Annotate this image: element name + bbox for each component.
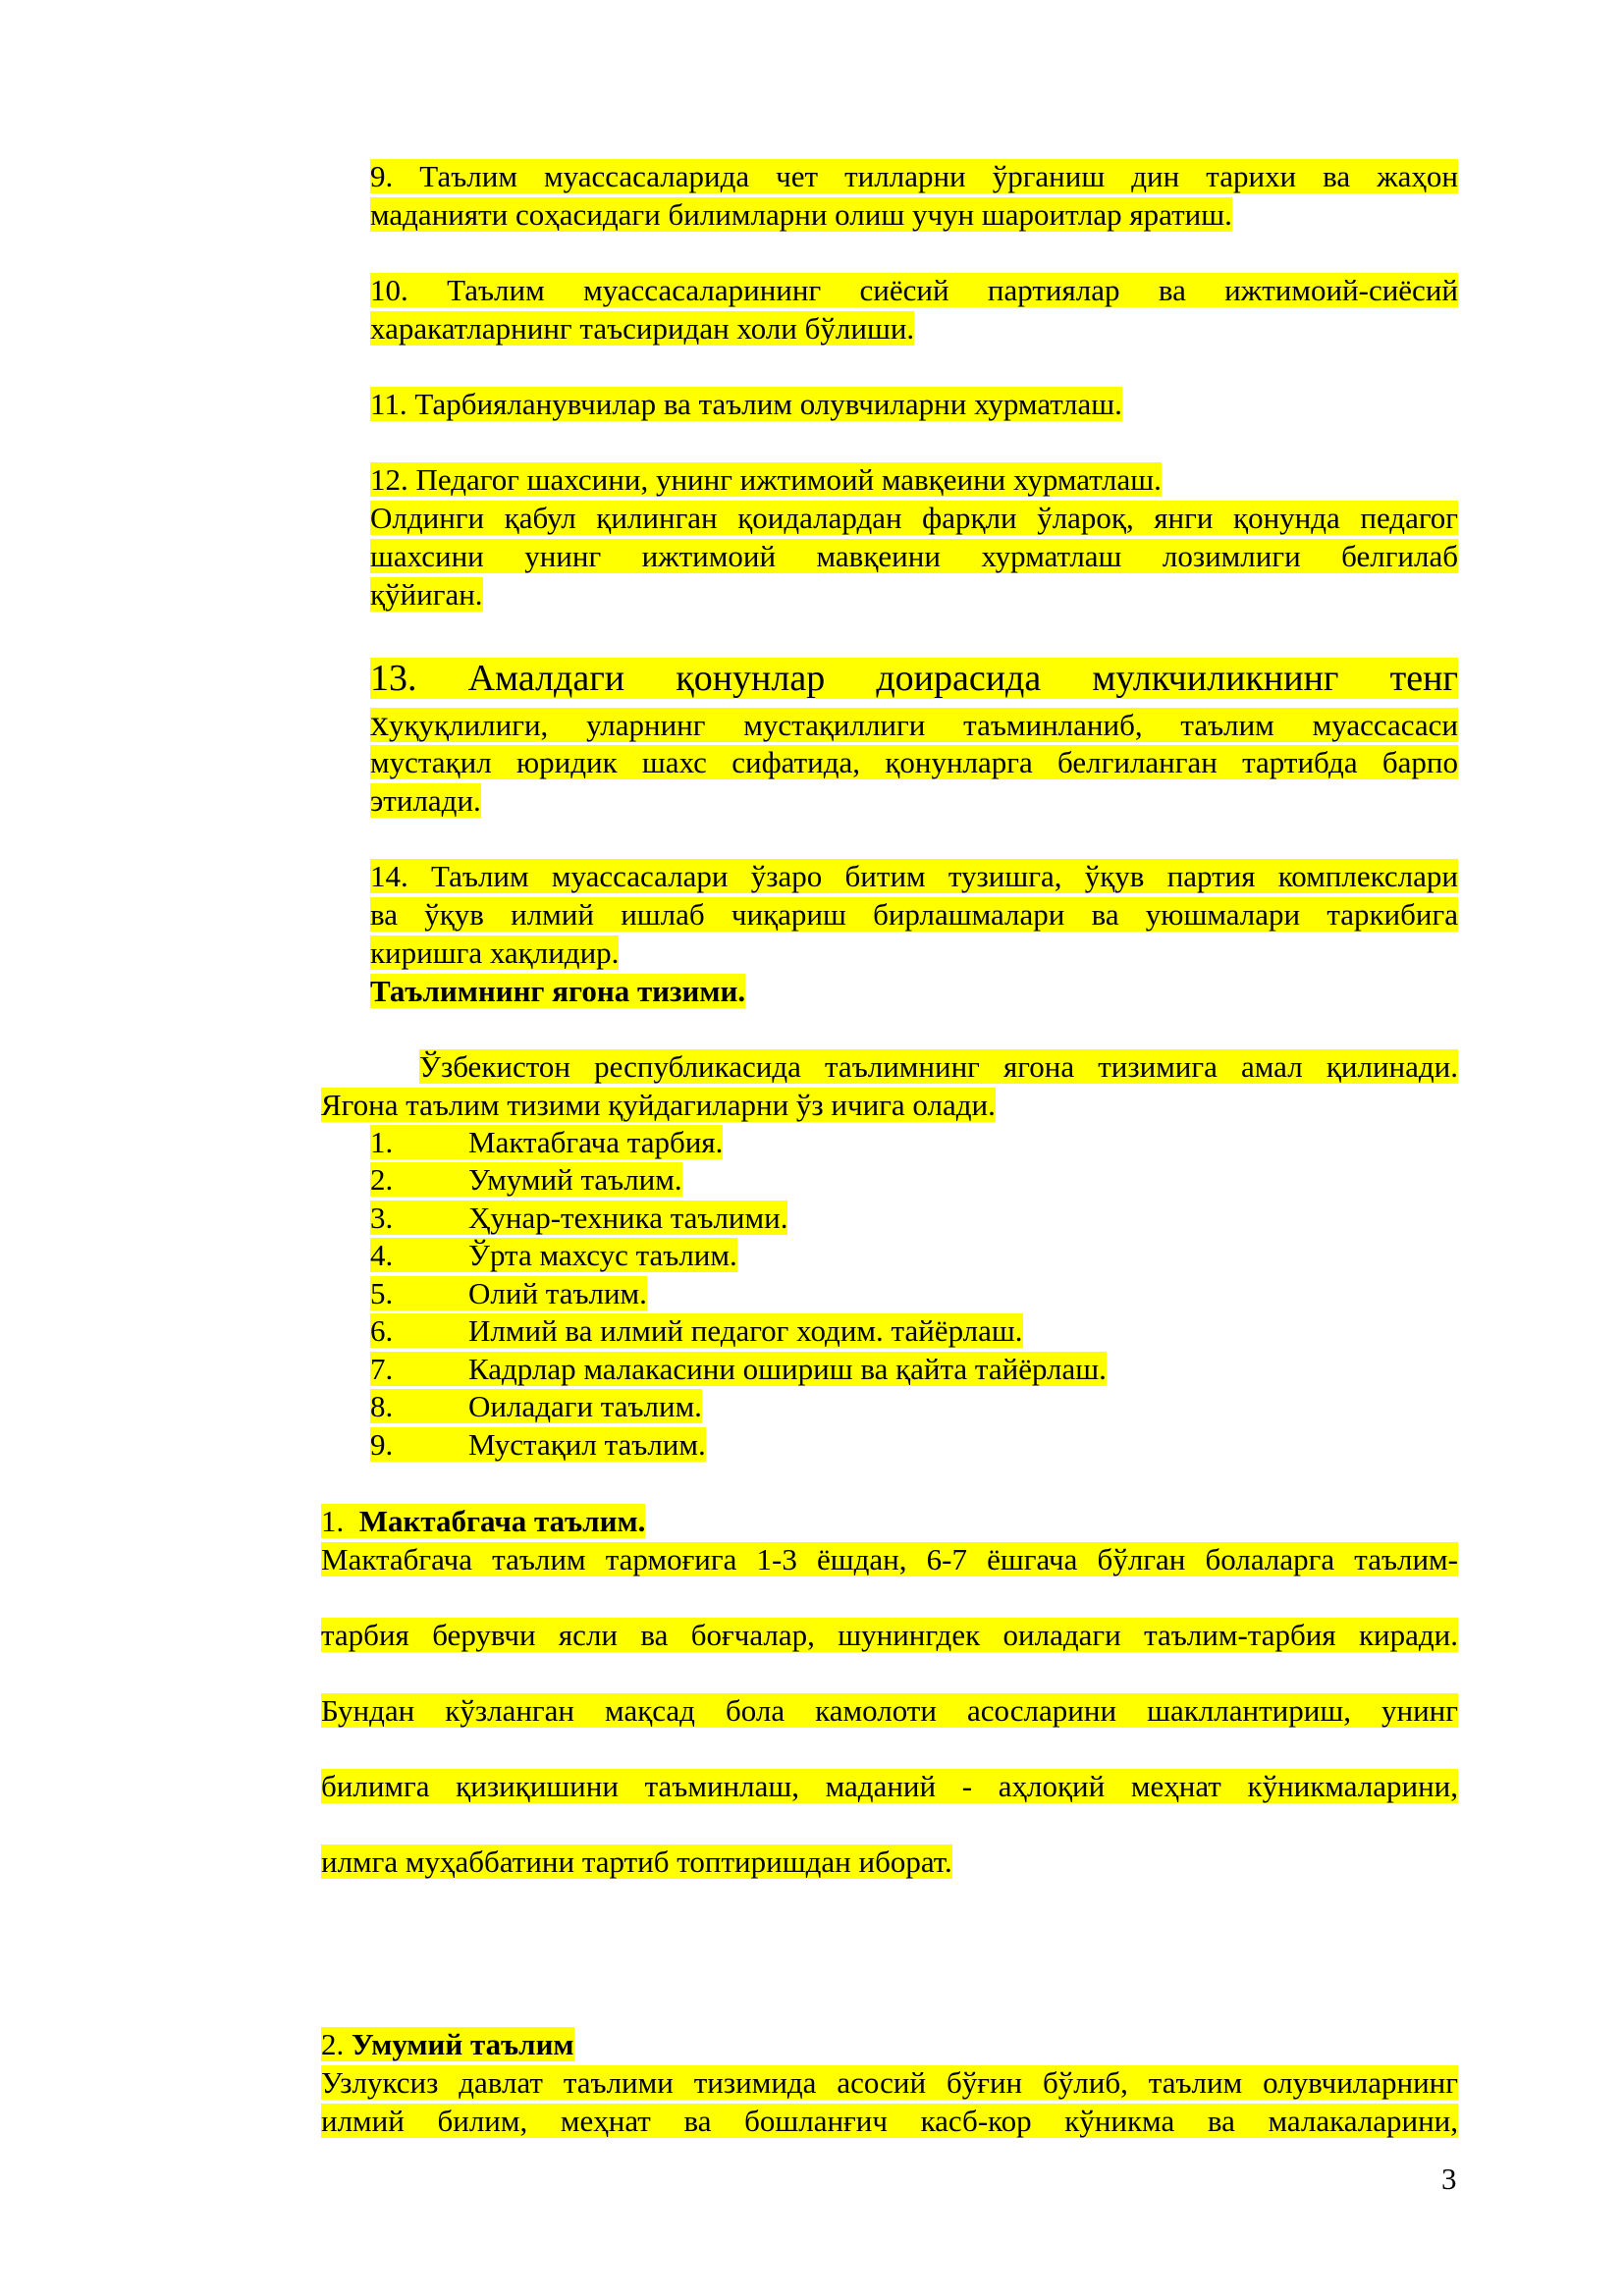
paragraph-9-line-2: маданияти соҳасидаги билимларни олиш учун шароитлар яратиш. bbox=[370, 197, 1232, 232]
list-item: 9. Мустақил таълим. bbox=[370, 1427, 706, 1462]
list-item: 8. Оиладаги таълим. bbox=[370, 1389, 702, 1423]
paragraph-12-line-4: қўйиган. bbox=[370, 577, 483, 612]
paragraph-13-line-3: мустақил юридик шахс сифатида, қонунларга белгиланган тартибда барпо bbox=[370, 745, 1458, 779]
paragraph-11: 11. Тарбияланувчилар ва таълим олувчиларни хурматлаш. bbox=[370, 387, 1122, 421]
system-intro-line-1: Ўзбекистон республикасида таълимнинг ягона тизимига амал қилинади. bbox=[419, 1049, 1458, 1084]
section-heading-general: 2. Умумий таълим bbox=[321, 2027, 574, 2061]
system-intro-line-2: Ягона таълим тизими қуйдагиларни ўз ичига олади. bbox=[321, 1088, 996, 1122]
paragraph-9-line-1: 9. Таълим муассасаларида чет тилларни ўрганиш дин тарихи ва жаҳон bbox=[370, 159, 1458, 193]
list-item: 3. Ҳунар-техника таълими. bbox=[370, 1201, 788, 1235]
paragraph-10-line-2: харакатларнинг таъсиридан холи бўлиши. bbox=[370, 311, 915, 346]
paragraph-13-line-2: хуқуқлилиги, уларнинг мустақиллиги таъминланиб, таълим муассасаси bbox=[370, 703, 1458, 744]
list-item: 4. Ўрта махсус таълим. bbox=[370, 1238, 737, 1272]
list-item: 2. Умумий таълим. bbox=[370, 1162, 682, 1197]
paragraph-14-line-2: ва ўқув илмий ишлаб чиқариш бирлашмалари ва уюшмалари таркибига bbox=[370, 897, 1458, 932]
general-line-2: илмий билим, меҳнат ва бошланғич касб-кор кўникма ва малакаларини, bbox=[321, 2104, 1458, 2138]
paragraph-14-line-1: 14. Таълим муассасалари ўзаро битим тузишга, ўқув партия комплекслари bbox=[370, 859, 1458, 893]
preschool-line-1: Мактабгача таълим тармоғига 1-3 ёшдан, 6-7 ёшгача бўлган болаларга таълим- bbox=[321, 1542, 1458, 1576]
preschool-line-3: Бундан кўзланган мақсад бола камолоти асосларини шакллантириш, унинг bbox=[321, 1693, 1458, 1728]
preschool-line-4: билимга қизиқишини таъминлаш, маданий - аҳлоқий меҳнат кўникмаларини, bbox=[321, 1769, 1458, 1803]
preschool-line-2: тарбия берувчи ясли ва боғчалар, шунингдек оиладаги таълим-тарбия киради. bbox=[321, 1618, 1458, 1652]
paragraph-14-line-3: киришга хақлидир. bbox=[370, 935, 620, 970]
general-line-1: Узлуксиз давлат таълими тизимида асосий бўғин бўлиб, таълим олувчиларнинг bbox=[321, 2065, 1458, 2100]
list-item: 5. Олий таълим. bbox=[370, 1276, 647, 1310]
preschool-line-5: илмга муҳаббатини тартиб топтиришдан иборат. bbox=[321, 1844, 952, 1879]
list-item: 6. Илмий ва илмий педагог ходим. тайёрлаш. bbox=[370, 1313, 1023, 1348]
section-heading-preschool: 1. Мактабгача таълим. bbox=[321, 1504, 646, 1538]
paragraph-10-line-1: 10. Таълим муассасаларининг сиёсий партиялар ва ижтимоий-сиёсий bbox=[370, 273, 1458, 307]
paragraph-13-line-1: 13. Амалдаги қонунлар доирасида мулкчиликнинг тенг bbox=[370, 658, 1458, 699]
paragraph-12-line-2: Олдинги қабул қилинган қоидалардан фарқли ўлароқ, янги қонунда педагог bbox=[370, 501, 1458, 535]
paragraph-13-line-4: этилади. bbox=[370, 783, 481, 818]
page-number: 3 bbox=[1441, 2162, 1457, 2196]
list-item: 1. Мактабгача тарбия. bbox=[370, 1125, 724, 1159]
list-item: 7. Кадрлар малакасини ошириш ва қайта тайёрлаш. bbox=[370, 1352, 1107, 1386]
paragraph-12-line-3: шахсини унинг ижтимоий мавқеини хурматлаш лозимлиги белгилаб bbox=[370, 539, 1458, 573]
paragraph-12-line-1: 12. Педагог шахсини, унинг ижтимоий мавқеини хурматлаш. bbox=[370, 462, 1162, 497]
section-heading-unified-system: Таълимнинг ягона тизими. bbox=[370, 974, 746, 1008]
